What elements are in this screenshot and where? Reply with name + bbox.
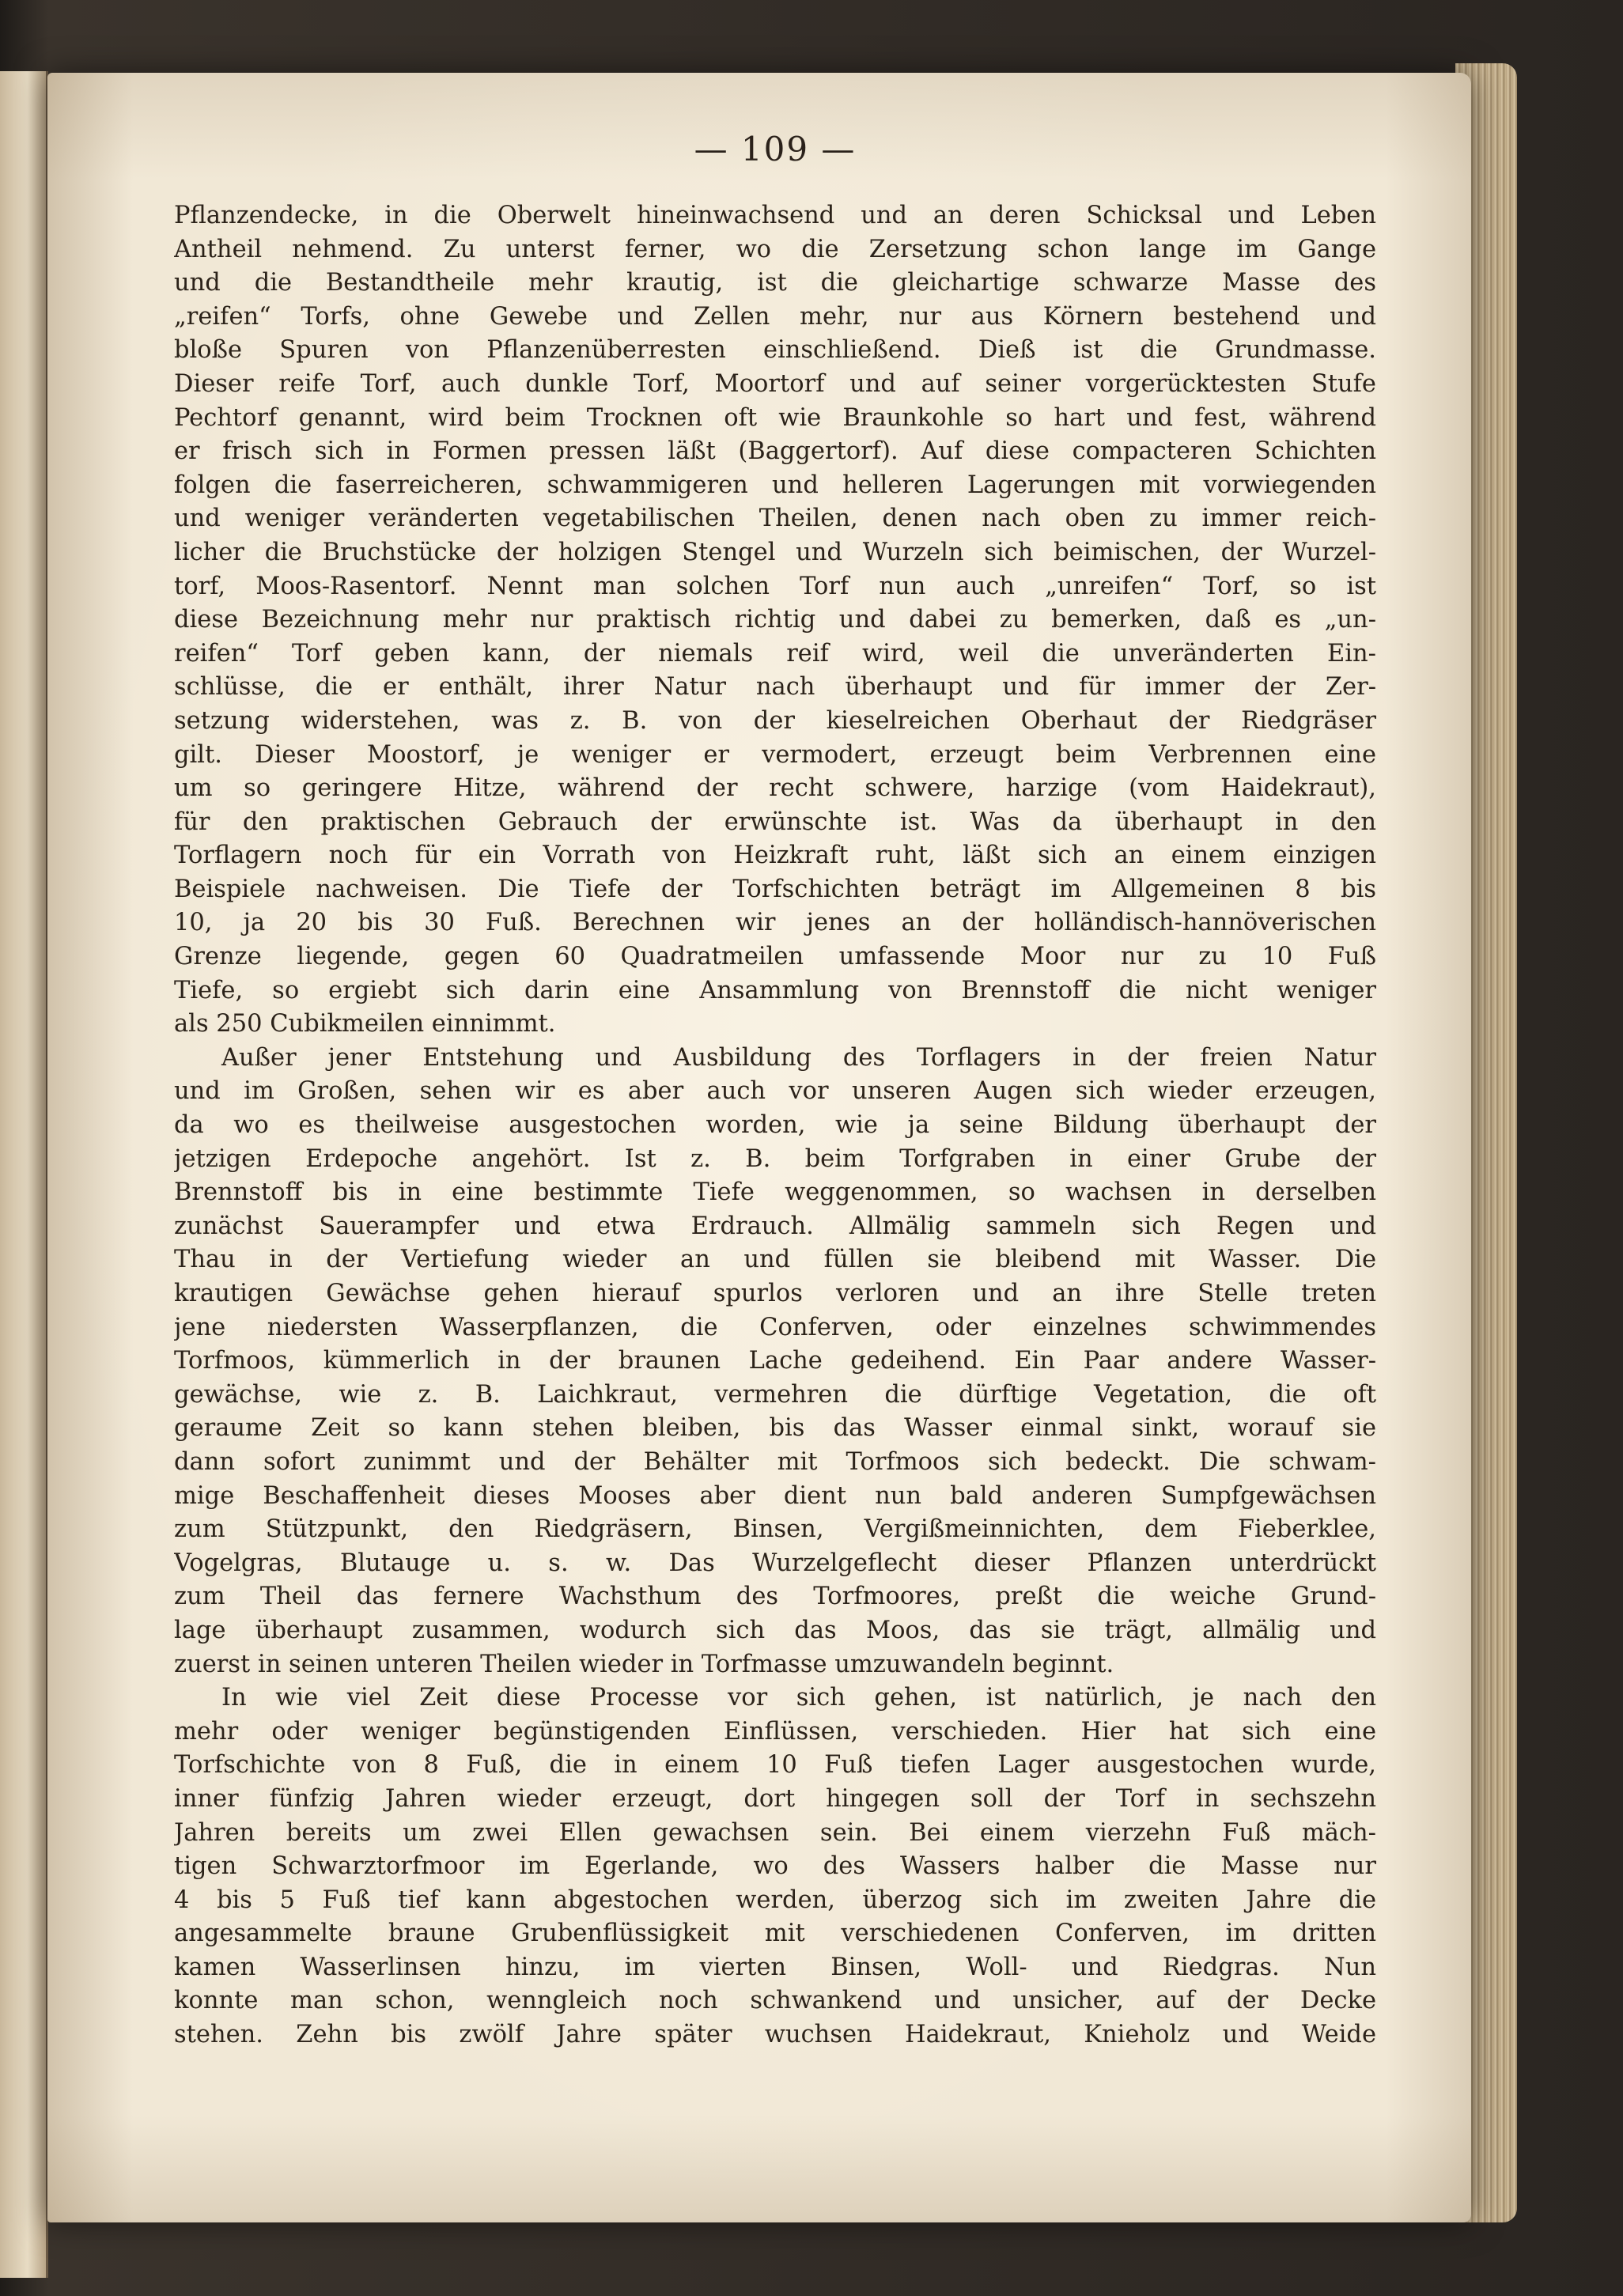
text-line: geraume Zeit so kann stehen bleiben, bis das Wasser einmal sinkt, worauf sie <box>174 1414 1376 1443</box>
text-line: bloße Spuren von Pflanzenüberresten einschließend. Dieß ist die Grundmasse. <box>174 336 1376 365</box>
text-line: er frisch sich in Formen pressen läßt (Baggertorf). Auf diese compacteren Schichten <box>174 437 1376 466</box>
text-line: Torfmoos, kümmerlich in der braunen Lache gedeihend. Ein Paar andere Wasser- <box>174 1347 1376 1375</box>
text-line: gilt. Dieser Moostorf, je weniger er vermodert, erzeugt beim Verbrennen eine <box>174 740 1376 769</box>
text-line: jene niedersten Wasserpflanzen, die Conferven, oder einzelnes schwimmendes <box>174 1313 1376 1341</box>
text-line: diese Bezeichnung mehr nur praktisch richtig und dabei zu bemerken, daß es „un- <box>174 606 1376 634</box>
text-line: und weniger veränderten vegetabilischen Theilen, denen nach oben zu immer reich- <box>174 505 1376 533</box>
text-line: für den praktischen Gebrauch der erwünschte ist. Was da überhaupt in den <box>174 808 1376 836</box>
text-line: um so geringere Hitze, während der recht schwere, harzige (vom Haidekraut), <box>174 774 1376 803</box>
text-line: Torfschichte von 8 Fuß, die in einem 10 Fuß tiefen Lager ausgestochen wurde, <box>174 1751 1376 1780</box>
page-number: — 109 — <box>694 130 857 168</box>
text-line: zum Theil das fernere Wachsthum des Torfmoores, preßt die weiche Grund- <box>174 1583 1376 1611</box>
text-line: lage überhaupt zusammen, wodurch sich das Moos, das sie trägt, allmälig und <box>174 1616 1376 1644</box>
text-line: „reifen“ Torfs, ohne Gewebe und Zellen mehr, nur aus Körnern bestehend und <box>174 302 1376 331</box>
book-page <box>47 73 1471 2222</box>
text-line: dann sofort zunimmt und der Behälter mit Torfmoos sich bedeckt. Die schwam- <box>174 1447 1376 1476</box>
text-line: Brennstoff bis in eine bestimmte Tiefe weggenommen, so wachsen in derselben <box>174 1178 1376 1207</box>
text-line: mehr oder weniger begünstigenden Einflüssen, verschieden. Hier hat sich eine <box>174 1717 1376 1746</box>
text-line: gewächse, wie z. B. Laichkraut, vermehren die dürftige Vegetation, die oft <box>174 1380 1376 1409</box>
text-line: als 250 Cubikmeilen einnimmt. <box>174 1010 556 1038</box>
body-text <box>174 199 1376 2052</box>
text-line: zum Stützpunkt, den Riedgräsern, Binsen, Vergißmeinnichten, dem Fieberklee, <box>174 1515 1376 1544</box>
text-line: zunächst Sauerampfer und etwa Erdrauch. Allmälig sammeln sich Regen und <box>174 1212 1376 1240</box>
text-line: folgen die faserreicheren, schwammigeren und helleren Lagerungen mit vorwiegenden <box>174 471 1376 499</box>
text-line: jetzigen Erdepoche angehört. Ist z. B. beim Torfgraben in einer Grube der <box>174 1144 1376 1173</box>
text-line: licher die Bruchstücke der holzigen Stengel und Wurzeln sich beimischen, der Wurzel- <box>174 538 1376 566</box>
text-line: inner fünfzig Jahren wieder erzeugt, dort hingegen soll der Torf in sechszehn <box>174 1784 1376 1813</box>
text-line: 10, ja 20 bis 30 Fuß. Berechnen wir jenes an der holländisch-hannöverischen <box>174 909 1376 937</box>
text-line: mige Beschaffenheit dieses Mooses aber dient nun bald anderen Sumpfgewächsen <box>174 1481 1376 1510</box>
text-line: Beispiele nachweisen. Die Tiefe der Torfschichten beträgt im Allgemeinen 8 bis <box>174 875 1376 903</box>
text-line: Außer jener Entstehung und Ausbildung des Torflagers in der freien Natur <box>221 1043 1376 1072</box>
text-line: Antheil nehmend. Zu unterst ferner, wo die Zersetzung schon lange im Gange <box>174 235 1376 263</box>
text-line: schlüsse, die er enthält, ihrer Natur nach überhaupt und für immer der Zer- <box>174 673 1376 702</box>
text-line: und die Bestandtheile mehr krautig, ist die gleichartige schwarze Masse des <box>174 269 1376 297</box>
text-line: Thau in der Vertiefung wieder an und füllen sie bleibend mit Wasser. Die <box>174 1246 1376 1274</box>
text-line: angesammelte braune Grubenflüssigkeit mit verschiedenen Conferven, im dritten <box>174 1920 1376 1948</box>
text-line: da wo es theilweise ausgestochen worden, wie ja seine Bildung überhaupt der <box>174 1111 1376 1140</box>
text-line: tigen Schwarztorfmoor im Egerlande, wo des Wassers halber die Masse nur <box>174 1852 1376 1881</box>
text-line: torf, Moos-Rasentorf. Nennt man solchen Torf nun auch „unreifen“ Torf, so ist <box>174 572 1376 600</box>
text-line: zuerst in seinen unteren Theilen wieder in Torfmasse umzuwandeln beginnt. <box>174 1650 1114 1678</box>
text-line: Torflagern noch für ein Vorrath von Heizkraft ruht, läßt sich an einem einzigen <box>174 842 1376 870</box>
text-line: Dieser reife Torf, auch dunkle Torf, Moortorf und auf seiner vorgerücktesten Stufe <box>174 369 1376 398</box>
text-line: In wie viel Zeit diese Processe vor sich gehen, ist natürlich, je nach den <box>221 1684 1376 1712</box>
left-page-edge <box>0 71 48 2278</box>
text-line: 4 bis 5 Fuß tief kann abgestochen werden, überzog sich im zweiten Jahre die <box>174 1886 1376 1914</box>
text-line: und im Großen, sehen wir es aber auch vor unseren Augen sich wieder erzeugen, <box>174 1077 1376 1106</box>
text-line: Vogelgras, Blutauge u. s. w. Das Wurzelgeflecht dieser Pflanzen unterdrückt <box>174 1549 1376 1577</box>
text-line: reifen“ Torf geben kann, der niemals reif wird, weil die unveränderten Ein- <box>174 639 1376 668</box>
text-line: Tiefe, so ergiebt sich darin eine Ansammlung von Brennstoff die nicht weniger <box>174 976 1376 1004</box>
text-line: Jahren bereits um zwei Ellen gewachsen sein. Bei einem vierzehn Fuß mäch- <box>174 1818 1376 1847</box>
text-line: konnte man schon, wenngleich noch schwankend und unsicher, auf der Decke <box>174 1987 1376 2015</box>
text-line: Grenze liegende, gegen 60 Quadratmeilen umfassende Moor nur zu 10 Fuß <box>174 943 1376 971</box>
text-line: stehen. Zehn bis zwölf Jahre später wuchsen Haidekraut, Knieholz und Weide <box>174 2021 1376 2049</box>
text-line: setzung widerstehen, was z. B. von der kieselreichen Oberhaut der Riedgräser <box>174 706 1376 735</box>
text-line: kamen Wasserlinsen hinzu, im vierten Binsen, Woll- und Riedgras. Nun <box>174 1953 1376 1981</box>
text-line: Pflanzendecke, in die Oberwelt hineinwachsend und an deren Schicksal und Leben <box>174 202 1376 229</box>
text-line: Pechtorf genannt, wird beim Trocknen oft wie Braunkohle so hart und fest, während <box>174 403 1376 432</box>
text-line: krautigen Gewächse gehen hierauf spurlos verloren und an ihre Stelle treten <box>174 1280 1376 1307</box>
